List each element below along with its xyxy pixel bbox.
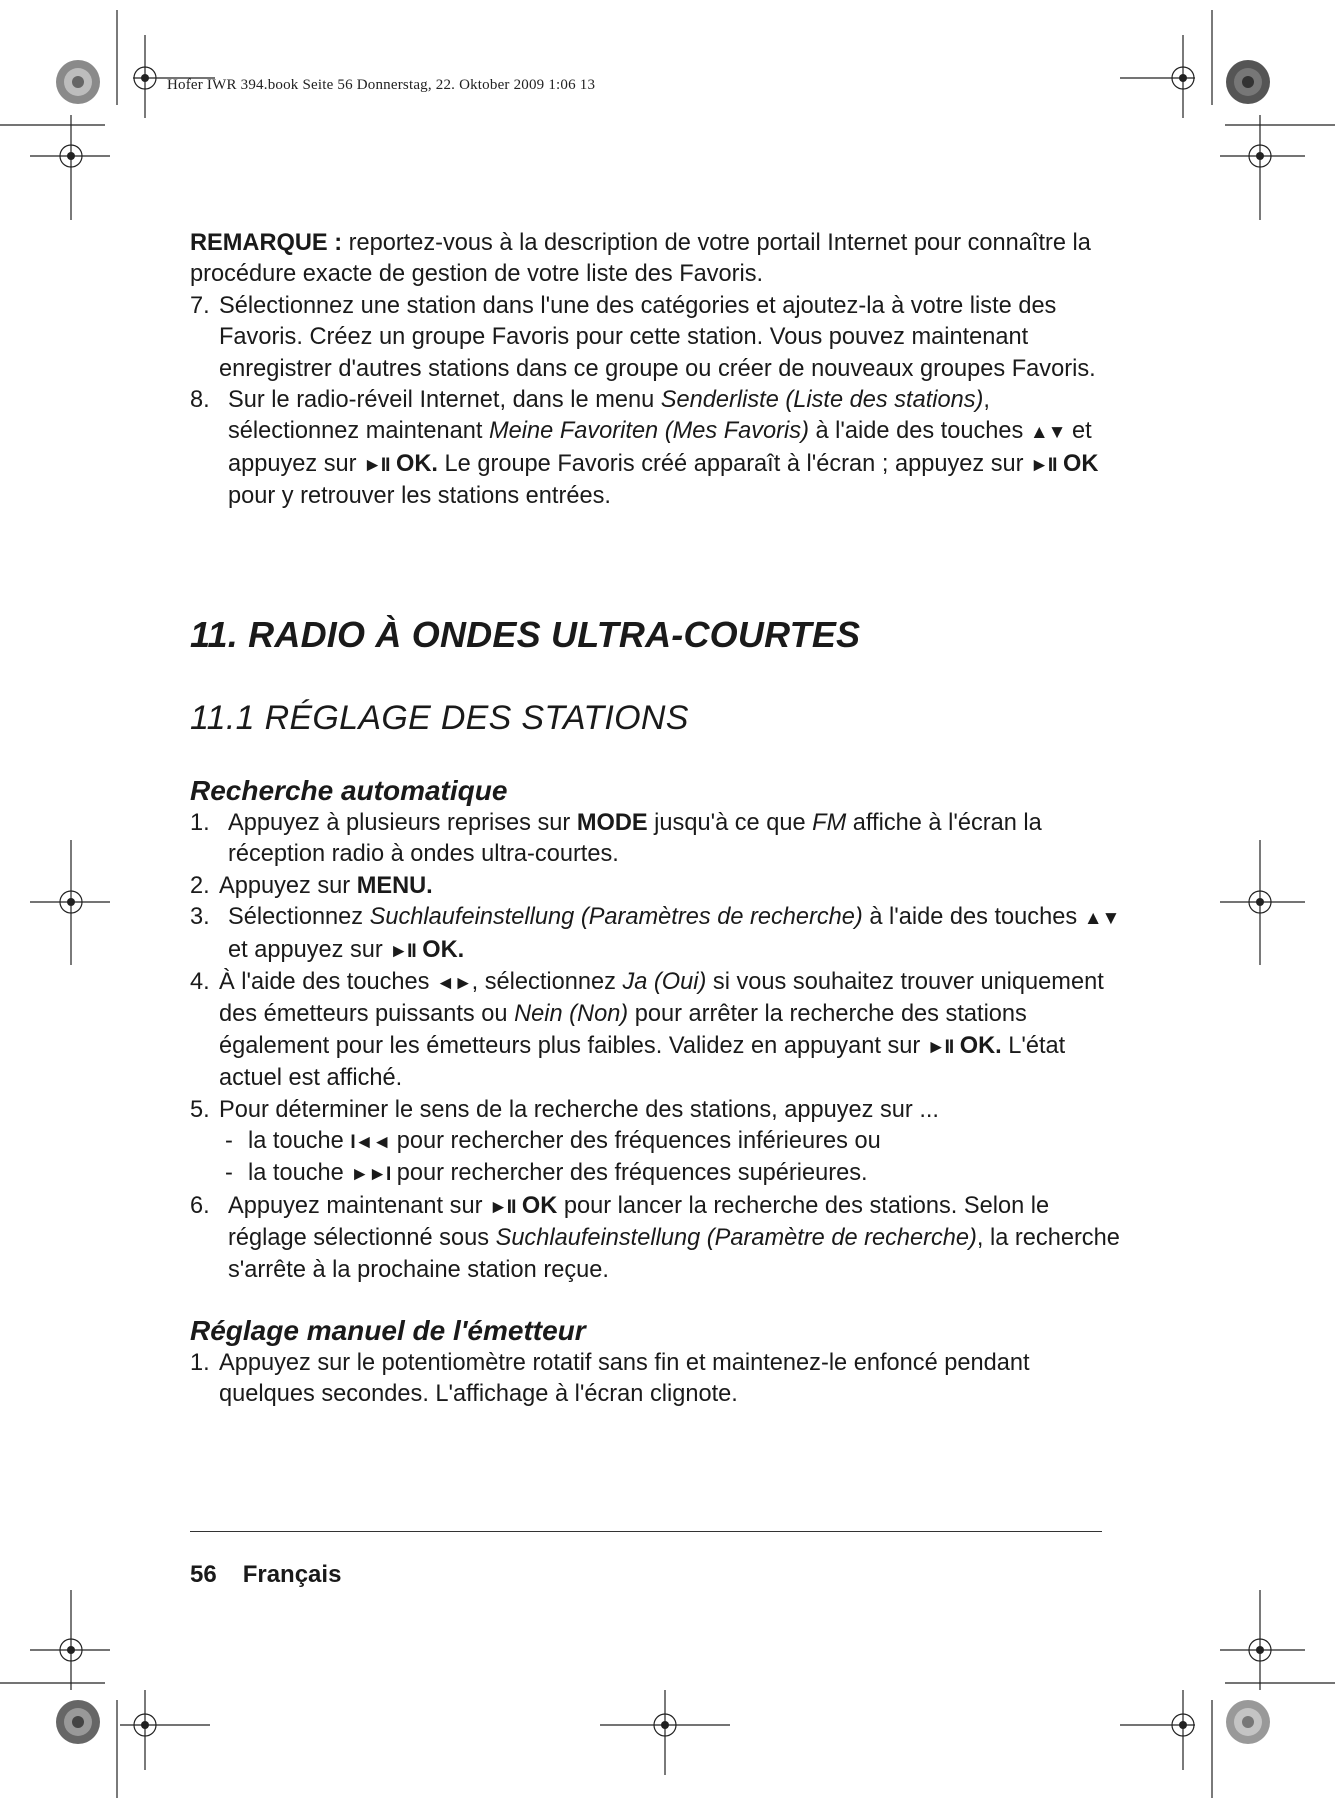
print-header: Hofer IWR 394.book Seite 56 Donnerstag, 22. Oktober 2009 1:06 13 [167,77,596,93]
footer-divider [190,1531,1102,1532]
skip-back-icon: I◄◄ [350,1132,391,1154]
list-number: 3. [190,904,210,931]
up-down-arrows-icon: ▲▼ [1029,422,1066,444]
list-item-1 [190,808,1125,871]
note-paragraph [190,228,1125,291]
note-label: REMARQUE : [190,230,343,256]
list-number: 8. [190,387,210,414]
list-text: Sélectionnez une station dans l'une des catégories et ajoutez-la à votre liste des Favoris. Créez un groupe Favoris pour cette station. Vous pouvez maintenant enregistrer d'autres stations dans ce groupe ou créer de nouveaux groupes Favoris. [219,292,1096,382]
subsection-heading: Recherche automatique [190,775,508,806]
dash-item-next: - la touche ►►I pour rechercher des fréquences supérieures. [190,1158,1125,1190]
list-text: Appuyez sur le potentiomètre rotatif sans fin et maintenez-le enfoncé pendant quelques secondes. L'affichage à l'écran clignote. [219,1350,1030,1408]
list-text: Pour déterminer le sens de la recherche des stations, appuyez sur ... [219,1096,939,1123]
list-number: 1. [190,810,210,836]
list-text: la touche ►►I pour rechercher des fréquences supérieures. [248,1160,868,1187]
play-pause-icon: ►II [489,1196,516,1218]
play-pause-icon: ►II [1030,454,1057,476]
list-number: 6. [190,1192,210,1219]
auto-search-block [190,774,1125,1286]
up-down-arrows-icon: ▲▼ [1083,908,1120,930]
note-text: reportez-vous à la description de votre portail Internet pour connaître la procédure exacte de gestion de votre liste des Favoris. [190,230,1091,288]
chapter-title: 11. RADIO À ONDES ULTRA-COURTES [190,614,861,655]
list-number: 1. [190,1350,210,1376]
list-number: 7. [190,292,210,319]
list-item-6 [190,1191,1125,1286]
list-item-2 [190,871,1125,902]
list-number: 2. [190,872,210,899]
dash-item-previous: - la touche I◄◄ pour rechercher des fréquences inférieures ou [190,1126,1125,1158]
list-text: Appuyez maintenant sur ►II OK pour lancer la recherche des stations. Selon le réglage sélectionné sous Suchlaufeinstellung (Paramètre de recherche), la recherche s'arrête à la prochaine station reçue. [228,1192,1120,1283]
footer-language: Français [242,1561,342,1588]
intro-block [190,228,1125,513]
list-text: Appuyez à plusieurs reprises sur MODE jusqu'à ce que FM affiche à l'écran la réception radio à ondes ultra-courtes. [228,810,1042,868]
page-footer [190,1561,341,1589]
list-text: Sélectionnez Suchlaufeinstellung (Paramètres de recherche) à l'aide des touches ▲▼ et appuyez sur ►II OK. [228,904,1120,963]
play-pause-icon: ►II [363,454,390,476]
play-pause-icon: ►II [389,940,416,962]
skip-forward-icon: ►►I [350,1164,391,1186]
left-right-arrows-icon: ◄► [436,973,472,995]
play-pause-icon: ►II [926,1036,954,1058]
manual-tuning-block [190,1314,1125,1411]
list-item-7 [190,291,1125,385]
list-item-8 [190,385,1125,513]
list-text: Sur le radio-réveil Internet, dans le menu Senderliste (Liste des stations), sélectionnez maintenant Meine Favoriten (Mes Favoris) à l'aide des touches ▲▼ et appuyez sur ►II OK. Le groupe Favoris créé apparaît à l'écran ; appuyez sur ►II OK pour y retrouver les stations entrées. [228,387,1099,510]
list-item-1 [190,1348,1125,1411]
subsection-heading: Réglage manuel de l'émetteur [190,1315,586,1346]
section-title: 11.1 RÉGLAGE DES STATIONS [190,699,689,737]
list-item-5 [190,1095,1125,1126]
list-number: 4. [190,969,210,996]
list-item-4 [190,967,1125,1095]
list-text: la touche I◄◄ pour rechercher des fréquences inférieures ou [248,1128,881,1155]
list-text: Appuyez sur MENU. [219,872,433,899]
page-number: 56 [190,1561,217,1588]
list-number: 5. [190,1096,210,1123]
list-item-3 [190,902,1125,967]
list-text: À l'aide des touches ◄►, sélectionnez Ja (Oui) si vous souhaitez trouver uniquement des émetteurs puissants ou Nein (Non) pour arrêter la recherche des stations également pour les émetteurs plus faibles. Validez en appuyant sur ►II OK. L'état actuel est affiché. [219,969,1104,1092]
